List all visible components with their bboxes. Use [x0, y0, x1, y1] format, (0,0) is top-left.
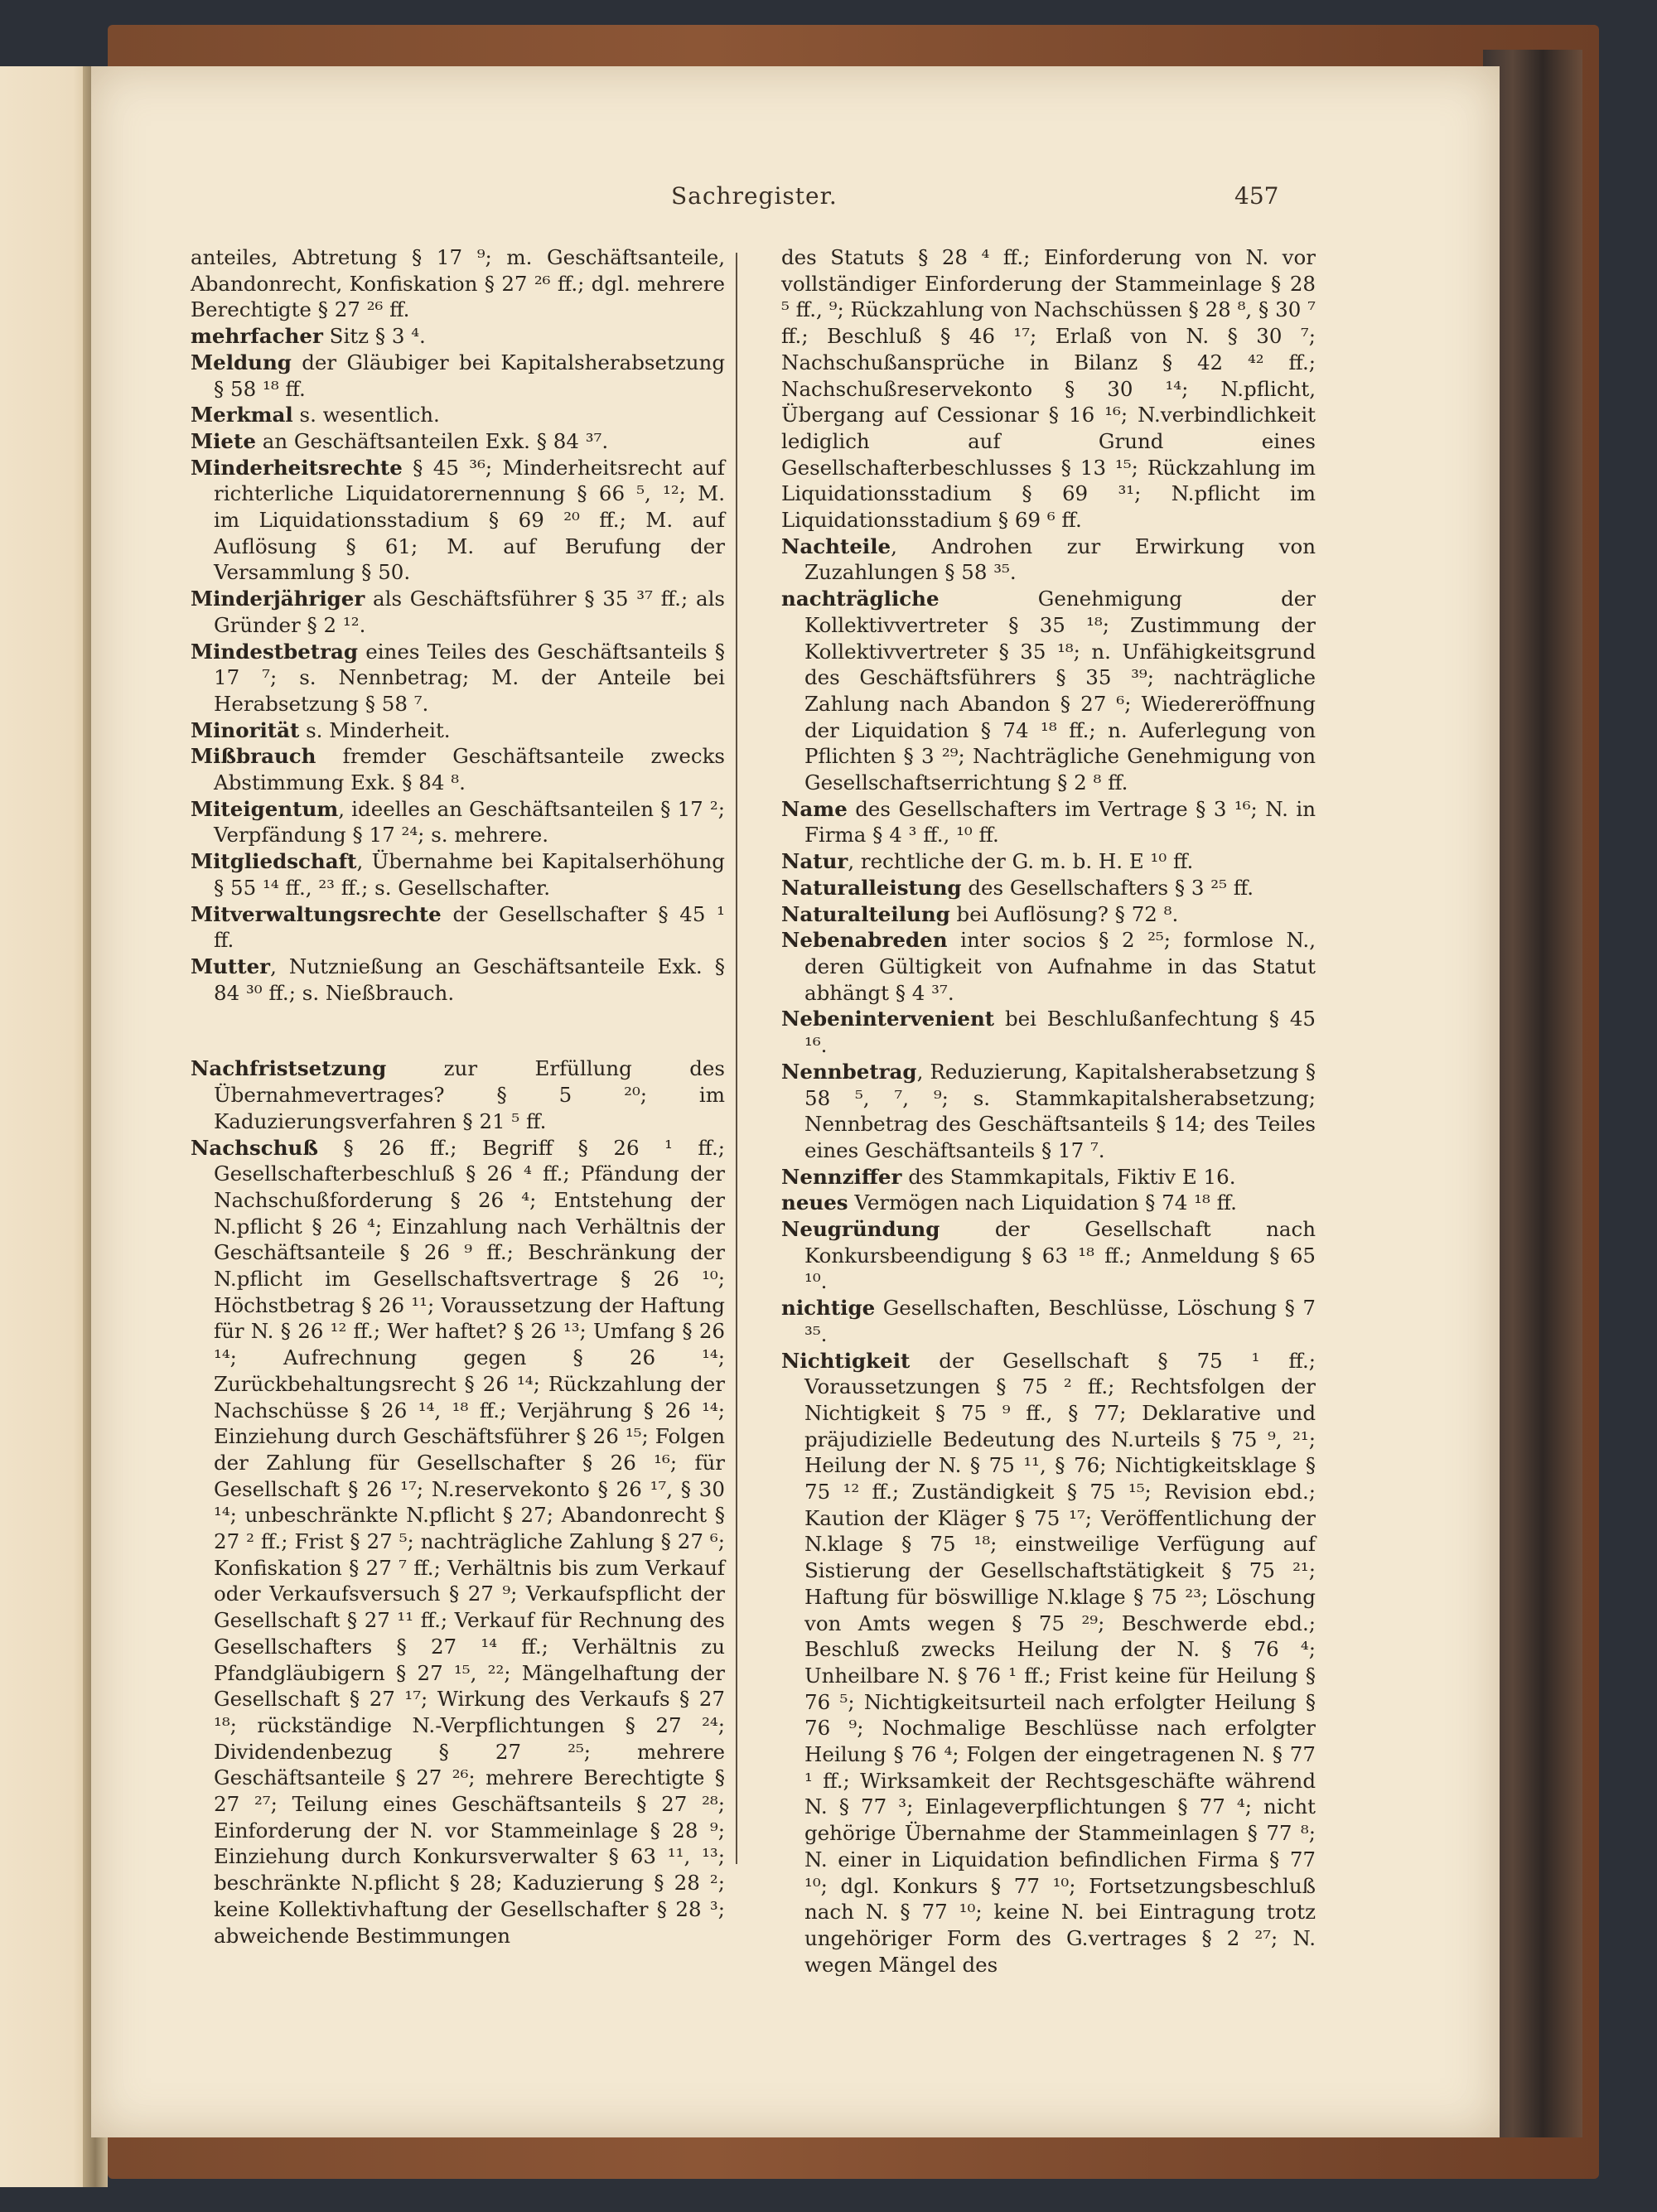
index-text: , Reduzierung, Kapitalsherabsetzung § 58 ⁵, ⁷, ⁹; s. Stammkapitalsherabsetzung; Nennbetrag des Geschäftsanteils § 14; des Teiles eines Geschäftsanteils § 17 ⁷.	[804, 1059, 1316, 1162]
index-entry	[781, 534, 1316, 586]
index-text: bei Beschlußanfechtung § 45 ¹⁶.	[804, 1007, 1316, 1058]
index-text: Gesellschaften, Beschlüsse, Löschung § 7 ³⁵.	[804, 1296, 1316, 1346]
index-entry	[781, 1164, 1316, 1191]
index-text: § 26 ff.; Begriff § 26 ¹ ff.; Gesellschafterbeschluß § 26 ⁴ ff.; Pfändung der Nachschußforderung § 26 ⁴; Entstehung der N.pflicht § 26 ⁴; Einzahlung nach Verhältnis der Geschäftsanteile § 26 ⁹ ff.; Beschränkung der N.pflicht im Gesellschaftsvertrage § 26 ¹⁰; Höchstbetrag § 26 ¹¹; Voraussetzung der Haftung für N. § 26 ¹² ff.; Wer haftet? § 26 ¹³; Umfang § 26 ¹⁴; Aufrechnung gegen § 26 ¹⁴; Zurückbehaltungsrecht § 26 ¹⁴; Rückzahlung der Nachschüsse § 26 ¹⁴, ¹⁸ ff.; Verjährung § 26 ¹⁴; Einziehung durch Geschäftsführer § 26 ¹⁵; Folgen der Zahlung für Gesellschafter § 26 ¹⁶; für Gesellschaft § 26 ¹⁷; N.reservekonto § 26 ¹⁷, § 30 ¹⁴; unbeschränkte N.pflicht § 27; Abandonrecht § 27 ² ff.; Frist § 27 ⁵; nachträgliche Zahlung § 27 ⁶; Konfiskation § 27 ⁷ ff.; Verhältnis bis zum Verkauf oder Verkaufsversuch § 27 ⁹; Verkaufspflicht der Gesellschaft § 27 ¹¹ ff.; Verkauf für Rechnung des Gesellschafters § 27 ¹⁴ ff.; Verhältnis zu Pfandgläubigern § 27 ¹⁵, ²²; Mängelhaftung der Gesellschaft § 27 ¹⁷; Wirkung des Verkaufs § 27 ¹⁸; rückständige N.-Verpflichtungen § 27 ²⁴; Dividendenbezug § 27 ²⁵; mehrere Geschäftsanteile § 27 ²⁶; mehrere Berechtigte § 27 ²⁷; Teilung eines Geschäftsanteils § 27 ²⁸; Einforderung der N. vor Stammeinlage § 28 ⁹; Einziehung durch Konkursverwalter § 63 ¹¹, ¹³; beschränkte N.pflicht § 28; Kaduzierung § 28 ²; keine Kollektivhaftung der Gesellschafter § 28 ³; abweichende Bestimmungen	[214, 1135, 725, 1948]
index-keyword: neues	[781, 1191, 848, 1215]
index-entry	[781, 1295, 1316, 1347]
index-keyword: Nachfristsetzung	[191, 1056, 387, 1081]
index-text: , ideelles an Geschäftsanteilen § 17 ²; Verpfändung § 17 ²⁴; s. mehrere.	[214, 796, 725, 848]
index-keyword: nachträgliche	[781, 587, 940, 611]
index-keyword: Name	[781, 796, 848, 821]
index-entry	[781, 1216, 1316, 1295]
index-text: des Gesellschafters im Vertrage § 3 ¹⁶; N. in Firma § 4 ³ ff., ¹⁰ ff.	[804, 796, 1316, 848]
index-keyword: Naturalleistung	[781, 875, 962, 900]
index-keyword: Miteigentum	[191, 796, 339, 821]
index-keyword: Minderheitsrechte	[191, 455, 403, 480]
index-text: s. Minderheit.	[299, 717, 451, 742]
index-keyword: Minderjähriger	[191, 587, 365, 611]
index-keyword: Nachschuß	[191, 1135, 318, 1160]
index-keyword: mehrfacher	[191, 324, 323, 349]
index-text: des Gesellschafters § 3 ²⁵ ff.	[961, 875, 1254, 900]
index-entry	[191, 1055, 725, 1134]
index-text: , Androhen zur Erwirkung von Zuzahlungen § 58 ³⁵.	[804, 534, 1316, 585]
left-column	[191, 244, 725, 1949]
running-title: Sachregister.	[671, 182, 838, 210]
index-entry	[191, 455, 725, 587]
index-text: Vermögen nach Liquidation § 74 ¹⁸ ff.	[848, 1191, 1237, 1215]
index-entry	[781, 901, 1316, 928]
index-keyword: Nachteile	[781, 534, 891, 558]
index-text: zur Erfüllung des Übernahmevertrages? § 5 ²⁰; im Kaduzierungsverfahren § 21 ⁵ ff.	[214, 1056, 725, 1133]
index-entry	[191, 743, 725, 795]
section-gap	[191, 1006, 725, 1055]
index-entry	[781, 927, 1316, 1006]
index-keyword: Mindestbetrag	[191, 639, 359, 664]
index-text: der Gläubiger bei Kapitalsherabsetzung § 58 ¹⁸ ff.	[214, 350, 725, 401]
index-entry	[781, 1059, 1316, 1164]
index-text: anteiles, Abtretung § 17 ⁹; m. Geschäftsanteile, Abandonrecht, Konfiskation § 27 ²⁶ ff.; dgl. mehrere Berechtigte § 27 ²⁶ ff.	[191, 245, 725, 322]
index-text: § 45 ³⁶; Minderheitsrecht auf richterliche Liquidatorernennung § 66 ⁵, ¹²; M. im Liquidationsstadium § 69 ²⁰ ff.; M. auf Auflösung § 61; M. auf Berufung der Versammlung § 50.	[214, 455, 725, 585]
right-column	[781, 244, 1316, 1978]
index-entry	[191, 402, 725, 428]
index-entry	[781, 1348, 1316, 1978]
index-entry	[191, 954, 725, 1006]
index-keyword: Mitgliedschaft	[191, 849, 357, 874]
index-keyword: Nennziffer	[781, 1164, 902, 1189]
page-number: 457	[1234, 182, 1279, 210]
index-entry	[191, 796, 725, 848]
index-keyword: Meldung	[191, 350, 292, 374]
index-entry	[781, 848, 1316, 875]
index-text: der Gesellschaft § 75 ¹ ff.; Voraussetzungen § 75 ² ff.; Rechtsfolgen der Nichtigkeit § 75 ⁹ ff., § 77; Deklarative und präjudizielle Bedeutung des N.urteils § 75 ⁹, ²¹; Heilung der N. § 75 ¹¹, § 76; Nichtigkeitsklage § 75 ¹² ff.; Zuständigkeit § 75 ¹⁵; Revision ebd.; Kaution der Kläger § 75 ¹⁷; Veröffentlichung der N.klage § 75 ¹⁸; einstweilige Verfügung auf Sistierung der Gesellschaftstätigkeit § 75 ²¹; Haftung für böswillige N.klage § 75 ²³; Löschung von Amts wegen § 75 ²⁹; Beschwerde ebd.; Beschluß zwecks Heilung der N. § 76 ⁴; Unheilbare N. § 76 ¹ ff.; Frist keine für Heilung § 76 ⁵; Nichtigkeitsurteil nach erfolgter Heilung § 76 ⁹; Nochmalige Beschlüsse nach erfolgter Heilung § 76 ⁴; Folgen der eingetragenen N. § 77 ¹ ff.; Wirksamkeit der Rechtsgeschäfte während N. § 77 ³; Einlageverpflichtungen § 77 ⁴; nicht gehörige Übernahme der Stammeinlagen § 77 ⁸; N. einer in Liquidation befindlichen Firma § 77 ¹⁰; dgl. Konkurs § 77 ¹⁰; Fortsetzungsbeschluß nach N. § 77 ¹⁰; keine N. bei Eintragung trotz ungehöriger Form des G.vertrages § 2 ²⁷; N. wegen Mängel des	[804, 1348, 1316, 1977]
column-divider	[736, 253, 737, 1864]
index-entry	[191, 323, 725, 350]
index-text: der Gesellschaft nach Konkursbeendigung § 63 ¹⁸ ff.; Anmeldung § 65 ¹⁰.	[804, 1217, 1316, 1294]
index-keyword: Mitverwaltungsrechte	[191, 901, 442, 926]
index-keyword: Natur	[781, 849, 848, 874]
index-keyword: Mutter	[191, 954, 271, 978]
index-entry	[191, 717, 725, 744]
index-entry	[191, 1135, 725, 1949]
index-keyword: Nichtigkeit	[781, 1348, 911, 1373]
index-text: des Statuts § 28 ⁴ ff.; Einforderung von N. vor vollständiger Einforderung der Stammeinlage § 28 ⁵ ff., ⁹; Rückzahlung von Nachschüssen § 28 ⁸, § 30 ⁷ ff.; Beschluß § 46 ¹⁷; Erlaß von N. § 30 ⁷; Nachschußansprüche in Bilanz § 42 ⁴² ff.; Nachschußreservekonto § 30 ¹⁴; N.pflicht, Übergang auf Cessionar § 16 ¹⁶; N.verbindlichkeit lediglich auf Grund eines Gesellschafterbeschlusses § 13 ¹⁵; Rückzahlung im Liquidationsstadium § 69 ³¹; N.pflicht im Liquidationsstadium § 69 ⁶ ff.	[781, 245, 1316, 533]
index-entry	[191, 848, 725, 901]
index-text: bei Auflösung? § 72 ⁸.	[949, 901, 1179, 926]
index-text: als Geschäftsführer § 35 ³⁷ ff.; als Gründer § 2 ¹².	[214, 587, 725, 637]
index-text: Genehmigung der Kollektivvertreter § 35 ¹⁸; Zustimmung der Kollektivvertreter § 35 ¹⁸; n. Unfähigkeitsgrund des Geschäftsführers § 35 ³⁹; nachträgliche Zahlung nach Abandon § 27 ⁶; Wiedereröffnung der Liquidation § 74 ¹⁸ ff.; n. Auferlegung von Pflichten § 3 ²⁹; Nachträgliche Genehmigung von Gesellschaftserrichtung § 2 ⁸ ff.	[804, 587, 1316, 795]
index-keyword: Nennbetrag	[781, 1059, 917, 1084]
previous-page-edge	[0, 66, 91, 2187]
index-keyword: Nebenabreden	[781, 928, 948, 953]
index-keyword: Mißbrauch	[191, 744, 316, 769]
index-entry	[191, 428, 725, 455]
index-text: fremder Geschäftsanteile zwecks Abstimmung Exk. § 84 ⁸.	[214, 744, 725, 795]
index-keyword: Neugründung	[781, 1217, 940, 1242]
index-text: der Gesellschafter § 45 ¹ ff.	[214, 901, 725, 953]
index-entry	[781, 1006, 1316, 1058]
index-entry	[191, 244, 725, 323]
index-text: Sitz § 3 ⁴.	[322, 324, 426, 349]
index-keyword: Minorität	[191, 717, 300, 742]
index-keyword: Naturalteilung	[781, 901, 950, 926]
index-text: , rechtliche der G. m. b. H. E ¹⁰ ff.	[848, 849, 1194, 874]
index-text: , Nutznießung an Geschäftsanteile Exk. § 84 ³⁰ ff.; s. Nießbrauch.	[214, 954, 725, 1005]
page	[91, 66, 1500, 2137]
index-text: eines Teiles des Geschäftsanteils § 17 ⁷; s. Nennbetrag; M. der Anteile bei Herabsetzung § 58 ⁷.	[214, 639, 725, 716]
index-text: inter socios § 2 ²⁵; formlose N., deren Gültigkeit von Aufnahme in das Statut abhängt § 4 ³⁷.	[804, 928, 1316, 1005]
index-entry	[191, 639, 725, 717]
index-entry	[781, 244, 1316, 534]
page-header	[91, 182, 1500, 224]
index-entry	[781, 586, 1316, 796]
index-keyword: Nebenintervenient	[781, 1007, 995, 1031]
index-entry	[781, 796, 1316, 848]
index-entry	[781, 875, 1316, 901]
index-entry	[781, 1190, 1316, 1216]
index-text: an Geschäftsanteilen Exk. § 84 ³⁷.	[255, 428, 609, 453]
index-entry	[191, 586, 725, 638]
index-entry	[191, 350, 725, 402]
index-keyword: Miete	[191, 428, 256, 453]
index-entry	[191, 901, 725, 954]
index-keyword: nichtige	[781, 1296, 876, 1321]
index-text: des Stammkapitals, Fiktiv E 16.	[901, 1164, 1236, 1189]
index-text: , Übernahme bei Kapitalserhöhung § 55 ¹⁴ ff., ²³ ff.; s. Gesellschafter.	[214, 849, 725, 900]
index-text: s. wesentlich.	[292, 403, 440, 427]
index-keyword: Merkmal	[191, 403, 293, 427]
